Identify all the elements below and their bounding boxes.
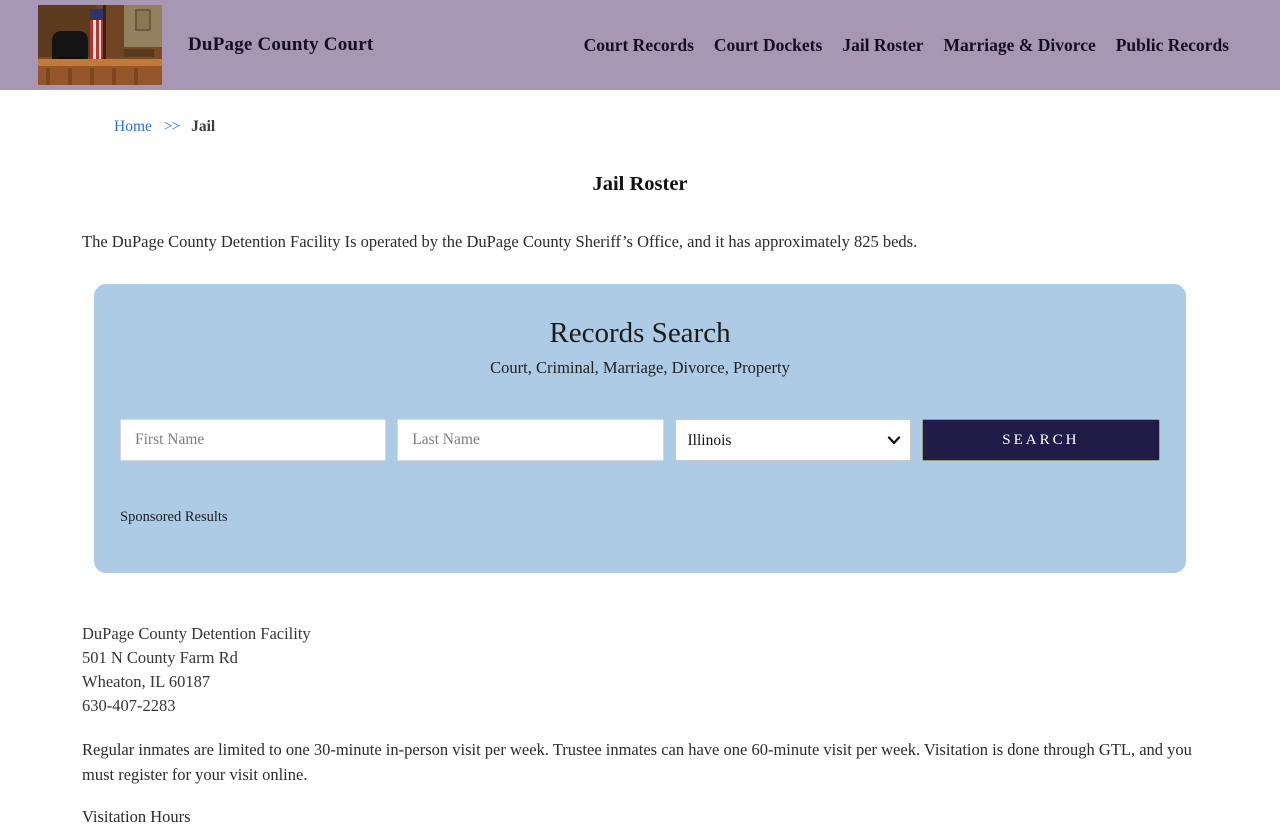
state-select-wrap xyxy=(675,419,911,461)
state-select[interactable] xyxy=(675,419,911,461)
facility-city-state-zip: Wheaton, IL 60187 xyxy=(82,672,211,691)
last-name-input[interactable] xyxy=(397,419,663,461)
nav-court-dockets[interactable]: Court Dockets xyxy=(713,34,823,55)
main-nav xyxy=(584,35,1229,56)
sponsored-results-label: Sponsored Results xyxy=(120,509,228,525)
records-search-form xyxy=(120,419,1160,461)
breadcrumb-home-link[interactable]: Home xyxy=(114,118,152,135)
facility-name: DuPage County Detention Facility xyxy=(82,624,311,643)
site-title: DuPage County Court xyxy=(188,34,374,55)
facility-address-block xyxy=(82,622,1198,718)
breadcrumb xyxy=(114,118,1198,136)
nav-marriage-divorce[interactable]: Marriage & Divorce xyxy=(943,34,1096,55)
first-name-input[interactable] xyxy=(120,419,386,461)
courtroom-logo-image xyxy=(38,5,162,85)
facility-street: 501 N County Farm Rd xyxy=(82,648,238,667)
nav-public-records[interactable]: Public Records xyxy=(1115,34,1229,55)
visitation-paragraph: Regular inmates are limited to one 30-minute in-person visit per week. Trustee inmates can have one 60-minute visit per week. Visitation is done through GTL, and you must register for your visit online. xyxy=(82,740,1192,784)
breadcrumb-current: Jail xyxy=(191,118,216,135)
breadcrumb-separator: >> xyxy=(163,118,180,135)
nav-jail-roster[interactable]: Jail Roster xyxy=(842,34,924,55)
page-title: Jail Roster xyxy=(592,173,688,195)
records-search-panel xyxy=(94,284,1186,573)
intro-paragraph: The DuPage County Detention Facility Is operated by the DuPage County Sheriff’s Office, and it has approximately 825 beds. xyxy=(82,232,918,251)
main-content xyxy=(0,118,1280,827)
nav-court-records[interactable]: Court Records xyxy=(583,34,694,55)
records-search-title: Records Search xyxy=(549,317,731,349)
records-search-subtitle: Court, Criminal, Marriage, Divorce, Property xyxy=(490,358,790,377)
facility-phone: 630-407-2283 xyxy=(82,696,176,715)
courtroom-photo-icon xyxy=(38,5,162,85)
site-header xyxy=(0,0,1280,90)
search-button[interactable]: SEARCH xyxy=(922,419,1160,461)
visitation-hours-label: Visitation Hours xyxy=(82,807,191,826)
